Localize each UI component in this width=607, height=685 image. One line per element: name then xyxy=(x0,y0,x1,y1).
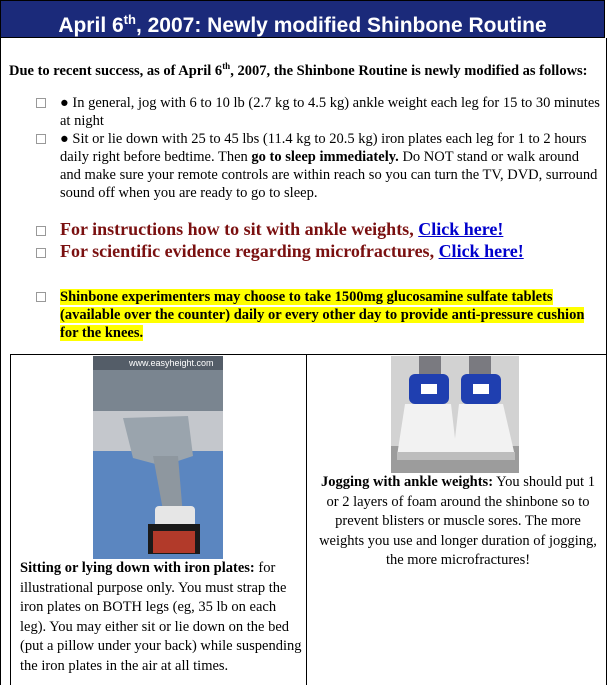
photo-watermark: www.easyheight.com xyxy=(129,358,214,368)
bullet-sitting-text-rest: Do NOT stand or walk around and make sure your remote controls are within reach so you can turn the TV, DVD, surround sound off when you are ready to go to sleep. xyxy=(60,149,598,201)
glucosamine-text: Shinbone experimenters may choose to take 1500mg glucosamine sulfate tablets (available over the counter) daily or every other day to provide anti-pressure cushion for the knees. xyxy=(60,289,585,341)
ankle-weights-caption-text: You should put 1 or 2 layers of foam around the shinbone so to prevent blisters or muscle sores. The more weights you use and longer duration of jogging, the more microfractures! xyxy=(319,474,597,568)
photo-cell-iron-plates xyxy=(11,355,307,685)
intro-pre: Due to recent success, as of April 6 xyxy=(9,62,223,79)
intro-text xyxy=(9,57,599,80)
checkbox-instructions[interactable] xyxy=(36,226,46,236)
intro-sup: th xyxy=(222,61,231,71)
title-sup: th xyxy=(123,12,136,27)
title-text-rest: , 2007: Newly modified Shinbone Routine xyxy=(135,14,547,37)
checkbox-sitting[interactable] xyxy=(36,134,46,144)
iron-plates-photo xyxy=(93,356,223,559)
title-text: April 6 xyxy=(58,14,124,37)
iron-plates-caption-bold: Sitting or lying down with iron plates: xyxy=(20,560,255,576)
evidence-click-here-link[interactable]: Click here! xyxy=(438,241,524,261)
instructions-link-row xyxy=(60,220,503,238)
bullet-sitting-text: ● Sit or lie down with 25 to 45 lbs (11.4 kg to 20.5 kg) iron plates each leg for 1 to 2 hours daily right before bedtime. Then xyxy=(60,131,587,165)
ankle-weights-caption xyxy=(315,473,601,571)
page-title-banner xyxy=(0,0,605,38)
instructions-click-here-link[interactable]: Click here! xyxy=(418,219,504,239)
intro-post: , 2007, the Shinbone Routine is newly modified as follows: xyxy=(230,62,588,79)
photo-table xyxy=(10,354,607,685)
bullet-sitting xyxy=(60,130,600,202)
checkbox-evidence[interactable] xyxy=(36,248,46,258)
ankle-weights-photo xyxy=(391,356,519,473)
bullet-jogging xyxy=(60,94,600,130)
iron-plates-caption-text: for illustrational purpose only. You must strap the iron plates on BOTH legs (eg, 35 lb on each leg). You may either sit or lie down on the bed (put a pillow under your back) while suspending the iron plates in the air at all times. xyxy=(20,560,302,674)
evidence-link-row xyxy=(60,242,524,260)
iron-plates-caption xyxy=(20,559,305,676)
bullet-jogging-text: ● In general, jog with 6 to 10 lb (2.7 kg to 4.5 kg) ankle weight each leg for 15 to 30 minutes at night xyxy=(60,95,600,129)
checkbox-jogging[interactable] xyxy=(36,98,46,108)
bullet-sitting-bold: go to sleep immediately. xyxy=(251,149,399,165)
ankle-weights-caption-bold: Jogging with ankle weights: xyxy=(321,474,494,490)
glucosamine-note xyxy=(60,288,605,342)
instructions-text: For instructions how to sit with ankle weights, xyxy=(60,219,414,239)
checkbox-glucosamine[interactable] xyxy=(36,292,46,302)
photo-cell-ankle-weights xyxy=(307,355,607,685)
evidence-text: For scientific evidence regarding microfractures, xyxy=(60,241,435,261)
